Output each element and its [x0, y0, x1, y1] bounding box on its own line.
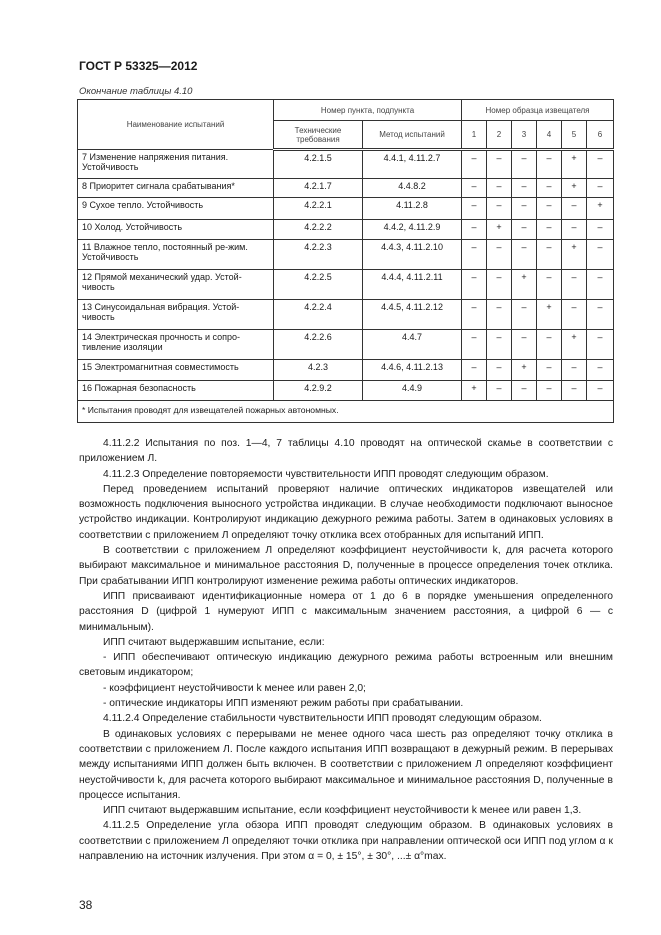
col-header-sample-3: 3 [512, 121, 537, 150]
sample-mark: – [587, 300, 614, 330]
sample-mark: – [537, 220, 562, 240]
paragraph: Перед проведением испытаний проверяют наличие оптических индикаторов извещателей или возможность подключения выносного устройства индикации. В случае необходимости подключают выносное устройство индикации. Контролируют индикацию дежурного режима работы. Затем в одинаковых условиях в соответствии с приложением Л определяют точку отклика всех отобранных для испытаний ИПП. [79, 483, 613, 541]
paragraph: ИПП присваивают идентификационные номера от 1 до 6 в порядке уменьшения определенного расстояния D (цифрой 1 нумеруют ИПП с максимальным значением расстояния, а цифрой 6 — с минимальным). [79, 590, 613, 633]
col-header-sample-5: 5 [562, 121, 587, 150]
tech-req: 4.2.2.1 [274, 198, 363, 220]
test-name: 16 Пожарная безопасность [78, 381, 274, 401]
paragraph: ИПП считают выдержавшим испытание, если коэффициент неустойчивости k менее или равен 1,3. [103, 805, 582, 817]
sample-mark: – [562, 360, 587, 381]
page-number: 38 [79, 898, 93, 912]
sample-mark: – [512, 198, 537, 220]
sample-mark: + [512, 360, 537, 381]
tech-req: 4.2.3 [274, 360, 363, 381]
sample-mark: – [587, 381, 614, 401]
sample-mark: – [512, 220, 537, 240]
table-row [78, 240, 614, 270]
sample-mark: – [562, 270, 587, 300]
sample-mark: – [487, 381, 512, 401]
sample-mark: – [537, 150, 562, 179]
sample-mark: – [487, 270, 512, 300]
tech-req: 4.2.2.6 [274, 330, 363, 360]
table-row [78, 150, 614, 179]
sample-mark: + [462, 381, 487, 401]
tech-req: 4.2.1.7 [274, 179, 363, 198]
sample-mark: – [587, 270, 614, 300]
sample-mark: – [462, 300, 487, 330]
table-row [78, 270, 614, 300]
test-method: 4.4.9 [363, 381, 462, 401]
test-method: 4.4.5, 4.11.2.12 [363, 300, 462, 330]
test-method: 4.4.1, 4.11.2.7 [363, 150, 462, 179]
sample-mark: – [512, 240, 537, 270]
sample-mark: – [587, 150, 614, 179]
paragraph: - ИПП обеспечивают оптическую индикацию дежурного режима работы встроенным или внешним световым индикатором; [79, 652, 613, 679]
sample-mark: – [462, 270, 487, 300]
test-name: 10 Холод. Устойчивость [78, 220, 274, 240]
sample-mark: – [512, 381, 537, 401]
tests-table [77, 99, 614, 423]
sample-mark: – [537, 240, 562, 270]
sample-mark: – [487, 240, 512, 270]
document-header: ГОСТ Р 53325—2012 [79, 59, 198, 73]
sample-mark: – [562, 381, 587, 401]
test-name: 11 Влажное тепло, постоянный ре-жим. Устойчивость [78, 240, 274, 270]
test-name: 15 Электромагнитная совместимость [78, 360, 274, 381]
table-row [78, 330, 614, 360]
col-header-sample-1: 1 [462, 121, 487, 150]
test-method: 4.4.2, 4.11.2.9 [363, 220, 462, 240]
sample-mark: – [562, 198, 587, 220]
test-name: 9 Сухое тепло. Устойчивость [78, 198, 274, 220]
tech-req: 4.2.9.2 [274, 381, 363, 401]
test-method: 4.4.6, 4.11.2.13 [363, 360, 462, 381]
sample-mark: – [587, 330, 614, 360]
table-row [78, 300, 614, 330]
test-method: 4.4.3, 4.11.2.10 [363, 240, 462, 270]
test-name: 7 Изменение напряжения питания. Устойчивость [78, 150, 274, 179]
sample-mark: – [512, 179, 537, 198]
table-row [78, 179, 614, 198]
sample-mark: – [487, 360, 512, 381]
sample-mark: – [462, 330, 487, 360]
paragraph: В соответствии с приложением Л определяют коэффициент неустойчивости k, для расчета которого выбирают максимальное и минимальное расстояния D, полученные в процессе определения точек отклика. При срабатывании ИПП контролируют изменение режима работы оптических индикаторов. [79, 545, 613, 587]
col-group-sample: Номер образца извещателя [462, 100, 614, 121]
sample-mark: + [487, 220, 512, 240]
col-header-sample-4: 4 [537, 121, 562, 150]
tech-req: 4.2.2.2 [274, 220, 363, 240]
paragraph: 4.11.2.5 Определение угла обзора ИПП проводят следующим образом. В одинаковых условиях в соответствии с приложением Л определяют точки отклика при направлении оптической оси ИПП под углом α к направлению на источник излучения. При этом α = 0, ± 15°, ± 30°, ...± α°max. [79, 820, 613, 863]
tech-req: 4.2.1.5 [274, 150, 363, 179]
col-header-tech: Технические требования [274, 121, 363, 150]
test-name: 14 Электрическая прочность и сопро-тивление изоляции [78, 330, 274, 360]
paragraph: 4.11.2.4 Определение стабильности чувствительности ИПП проводят следующим образом. [103, 713, 542, 725]
table-row [78, 381, 614, 401]
sample-mark: + [562, 179, 587, 198]
sample-mark: + [562, 240, 587, 270]
sample-mark: – [487, 198, 512, 220]
sample-mark: – [537, 198, 562, 220]
body-text [79, 436, 613, 864]
table-caption: Окончание таблицы 4.10 [79, 86, 193, 97]
sample-mark: – [487, 300, 512, 330]
paragraph: ИПП считают выдержавшим испытание, если: [103, 636, 325, 648]
test-method: 4.11.2.8 [363, 198, 462, 220]
sample-mark: – [462, 240, 487, 270]
table-footnote: * Испытания проводят для извещателей пожарных автономных. [78, 401, 614, 423]
sample-mark: – [487, 330, 512, 360]
sample-mark: – [462, 198, 487, 220]
sample-mark: – [487, 179, 512, 198]
sample-mark: – [587, 240, 614, 270]
sample-mark: – [562, 300, 587, 330]
paragraph: 4.11.2.3 Определение повторяемости чувствительности ИПП проводят следующим образом. [103, 468, 549, 480]
table-row [78, 220, 614, 240]
col-header-name: Наименование испытаний [78, 100, 274, 150]
paragraph: 4.11.2.2 Испытания по поз. 1—4, 7 таблицы 4.10 проводят на оптической скамье в соответствии с приложением Л. [79, 438, 613, 465]
sample-mark: + [512, 270, 537, 300]
sample-mark: – [587, 179, 614, 198]
col-header-method: Метод испытаний [363, 121, 462, 150]
sample-mark: – [512, 330, 537, 360]
sample-mark: – [512, 300, 537, 330]
test-name: 12 Прямой механический удар. Устой-чивость [78, 270, 274, 300]
sample-mark: + [537, 300, 562, 330]
test-method: 4.4.8.2 [363, 179, 462, 198]
sample-mark: + [587, 198, 614, 220]
col-group-clause: Номер пункта, подпункта [274, 100, 462, 121]
sample-mark: – [537, 270, 562, 300]
test-name: 8 Приоритет сигнала срабатывания* [78, 179, 274, 198]
sample-mark: – [537, 381, 562, 401]
test-name: 13 Синусоидальная вибрация. Устой-чивость [78, 300, 274, 330]
col-header-sample-2: 2 [487, 121, 512, 150]
sample-mark: – [537, 179, 562, 198]
paragraph: В одинаковых условиях с перерывами не менее одного часа шесть раз определяют точку отклика в соответствии с приложением Л. После каждого испытания ИПП возвращают в дежурный режим. В перерывах между испытаниями ИПП должен быть включен. В соответствии с приложением Л определяют коэффициент неустойчивости k, для расчета которого выбирают максимальное и минимальное расстояния D, полученные в процессе испытания. [79, 728, 613, 801]
paragraph: - коэффициент неустойчивости k менее или равен 2,0; [103, 682, 366, 694]
sample-mark: – [587, 360, 614, 381]
sample-mark: – [462, 150, 487, 179]
sample-mark: – [562, 220, 587, 240]
paragraph: - оптические индикаторы ИПП изменяют режим работы при срабатывании. [103, 698, 464, 710]
tech-req: 4.2.2.3 [274, 240, 363, 270]
sample-mark: + [562, 150, 587, 179]
tech-req: 4.2.2.5 [274, 270, 363, 300]
sample-mark: – [512, 150, 537, 179]
sample-mark: – [487, 150, 512, 179]
col-header-sample-6: 6 [587, 121, 614, 150]
sample-mark: – [462, 360, 487, 381]
test-method: 4.4.7 [363, 330, 462, 360]
sample-mark: – [462, 220, 487, 240]
sample-mark: – [587, 220, 614, 240]
table-row [78, 360, 614, 381]
test-method: 4.4.4, 4.11.2.11 [363, 270, 462, 300]
sample-mark: – [537, 330, 562, 360]
sample-mark: – [462, 179, 487, 198]
tech-req: 4.2.2.4 [274, 300, 363, 330]
sample-mark: + [562, 330, 587, 360]
table-row [78, 198, 614, 220]
sample-mark: – [537, 360, 562, 381]
